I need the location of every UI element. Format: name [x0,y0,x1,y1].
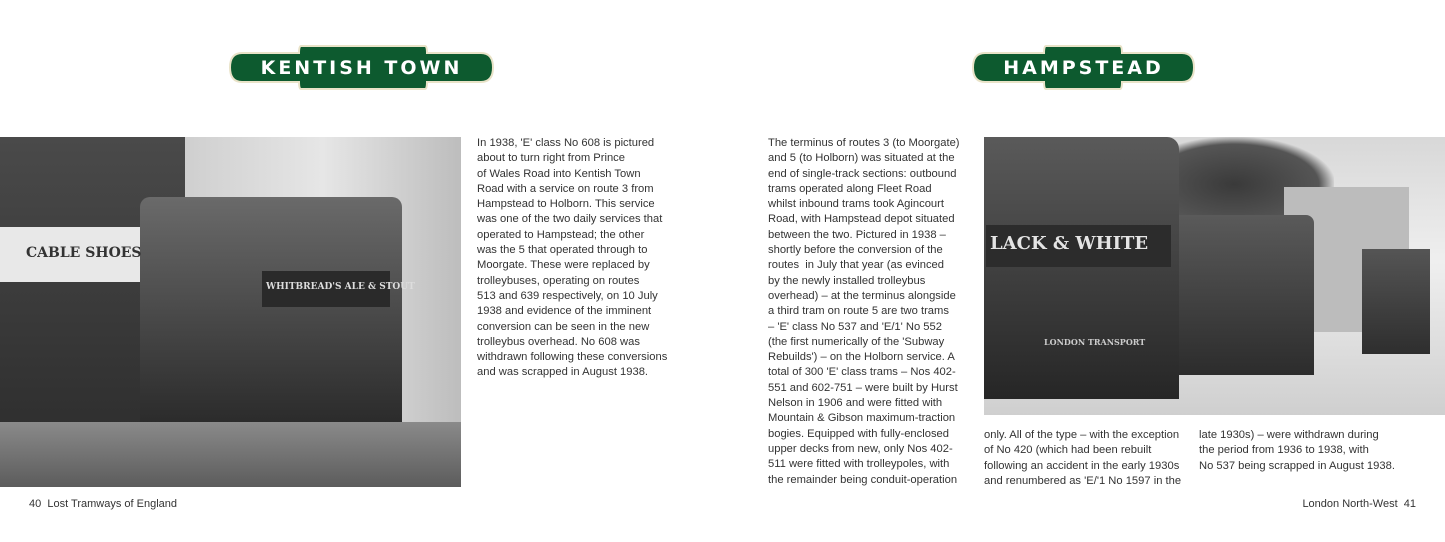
caption-line: 511 were fitted with trolleypoles, with [768,458,950,471]
caption-line: operated to Hampstead; the other [477,228,645,241]
page-number: 40 [29,498,42,510]
caption-line: (the first numerically of the 'Subway [768,335,945,348]
caption-line: conversion can be seen in the new [477,320,650,333]
caption-line: the period from 1936 to 1938, with [1199,444,1369,457]
caption-line: In 1938, 'E' class No 608 is pictured [477,137,655,149]
caption-line: and 5 (to Holborn) was situated at the [768,152,955,165]
photo-tram-advert: WHITBREAD'S ALE & STOUT [266,282,415,292]
caption-line: Rebuilds') – on the Holborn service. A [768,351,955,364]
caption-hampstead-col3 [1199,428,1395,474]
caption-line: following an accident in the early 1930s [984,459,1180,472]
caption-line: withdrawn following these conversions [477,351,668,364]
footer-left [29,498,177,510]
caption-line: overhead) – at the terminus alongside [768,289,956,302]
page-number: 41 [1403,498,1416,510]
caption-kentish-town [477,136,667,381]
caption-line: end of single-track sections: outbound [768,167,957,180]
caption-line: by the newly installed trolleybus [768,274,926,287]
caption-line: was the 5 that operated through to [477,244,648,257]
caption-line: 513 and 639 respectively, on 10 July [477,289,658,302]
sign-title: KENTISH TOWN [260,56,463,79]
caption-line: Road, with Hampstead depot situated [768,213,955,226]
caption-line: Nelson in 1906 and were fitted with [768,397,943,410]
footer-right [1302,498,1416,510]
caption-line: trolleybus overhead. No 608 was [477,335,640,348]
caption-line: No 537 being scrapped in August 1938. [1199,459,1395,472]
caption-line: Hampstead to Holborn. This service [477,198,655,211]
photo-hampstead-terminus [984,137,1445,415]
caption-line: shortly before the conversion of the [768,244,943,257]
photo-tram-advert: LACK & WHITE [990,233,1149,254]
station-sign-hampstead [972,45,1195,90]
book-title: Lost Tramways of England [47,498,177,510]
caption-line: trams operated along Fleet Road [768,182,932,195]
caption-line: 551 and 602-751 – were built by Hurst [768,381,958,394]
caption-line: Road with a service on route 3 from [477,182,654,195]
caption-line: whilst inbound trams took Agincourt [768,198,944,211]
caption-line: of No 420 (which had been rebuilt [984,444,1152,457]
photo-kentish-town-tram [0,137,461,487]
station-sign-kentish-town [229,45,494,90]
caption-line: was one of the two daily services that [477,213,663,226]
section-title: London North-West [1302,498,1398,510]
caption-line: 1938 and evidence of the imminent [477,305,652,318]
caption-line: bogies. Equipped with fully-enclosed [768,427,949,440]
caption-line: late 1930s) – were withdrawn during [1199,429,1379,441]
caption-line: and was scrapped in August 1938. [477,366,649,379]
caption-line: about to turn right from Prince [477,152,625,165]
caption-hampstead-col2 [984,428,1181,489]
caption-line: upper decks from new, only Nos 402- [768,442,953,455]
sign-title: HAMPSTEAD [1003,56,1164,79]
caption-line: routes in July that year (as evinced [768,259,944,272]
caption-line: The terminus of routes 3 (to Moorgate) [768,137,960,149]
caption-line: Moorgate. These were replaced by [477,259,650,272]
photo-shop-sign: CABLE SHOES [26,245,142,261]
caption-line: the remainder being conduit-operation [768,473,958,486]
caption-line: and renumbered as 'E/'1 No 1597 in the [984,474,1182,487]
caption-line: – 'E' class No 537 and 'E/1' No 552 [768,320,942,333]
caption-hampstead-col1 [768,136,960,488]
caption-line: of Wales Road into Kentish Town [477,167,641,180]
photo-tram-lettering: LONDON TRANSPORT [1044,337,1146,347]
caption-line: only. All of the type – with the exception [984,429,1180,441]
caption-line: between the two. Pictured in 1938 – [768,228,946,241]
caption-line: Mountain & Gibson maximum-traction [768,412,956,425]
caption-line: total of 300 'E' class trams – Nos 402- [768,366,956,379]
caption-line: trolleybuses, operating on routes [477,274,640,287]
caption-line: a third tram on route 5 are two trams [768,305,949,318]
